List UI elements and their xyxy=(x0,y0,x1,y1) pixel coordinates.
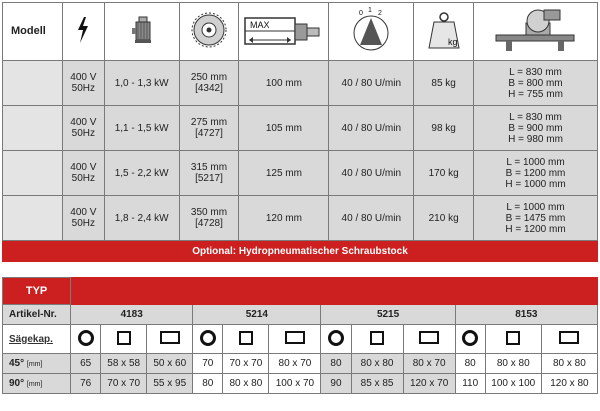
artikel-nr: 5215 xyxy=(321,305,455,325)
speed: 40 / 80 U/min xyxy=(329,196,414,241)
speed-dial-icon xyxy=(329,3,414,61)
cap-value: 70 x 70 xyxy=(101,374,147,394)
cap-value: 80 xyxy=(455,354,485,374)
speed: 40 / 80 U/min xyxy=(329,61,414,106)
unit-label: [mm] xyxy=(26,380,43,388)
speed: 40 / 80 U/min xyxy=(329,106,414,151)
spec-table xyxy=(2,2,598,262)
cap-value: 100 x 70 xyxy=(269,374,321,394)
blade-size: 350 mm xyxy=(190,207,228,218)
blade-size: 275 mm xyxy=(190,117,228,128)
round-stock-icon xyxy=(328,330,344,346)
deg45-label: 45° xyxy=(9,357,25,369)
dial-label-0: 0 xyxy=(359,10,364,17)
cap-value: 120 x 80 xyxy=(541,374,597,394)
cap-value: 80 x 70 xyxy=(269,354,321,374)
row-45 xyxy=(3,354,598,374)
speed: 40 / 80 U/min xyxy=(329,151,414,196)
weight: 170 kg xyxy=(414,151,474,196)
round-stock-icon xyxy=(462,330,478,346)
dim-length: L = 830 mm xyxy=(509,111,562,123)
cap-value: 120 x 70 xyxy=(403,374,455,394)
artikel-nr: 8153 xyxy=(455,305,597,325)
power: 1,8 - 2,4 kW xyxy=(104,196,179,241)
cap-value: 65 xyxy=(71,354,101,374)
modell-cell xyxy=(3,196,63,241)
rectangular-stock-icon xyxy=(285,331,305,344)
dim-height: H = 980 mm xyxy=(508,133,563,145)
dim-height: H = 1000 mm xyxy=(505,178,566,190)
round-stock-icon xyxy=(200,330,216,346)
typ-cell xyxy=(71,278,193,305)
vise-opening: 105 mm xyxy=(239,106,329,151)
dim-width: B = 900 mm xyxy=(508,122,563,134)
square-stock-icon xyxy=(370,331,384,345)
power: 1,1 - 1,5 kW xyxy=(104,106,179,151)
cap-value: 55 x 95 xyxy=(147,374,193,394)
vise-opening: 125 mm xyxy=(239,151,329,196)
spec-row-1 xyxy=(3,61,598,106)
typ-row xyxy=(3,278,598,305)
round-stock-icon xyxy=(78,330,94,346)
artikel-nr: 5214 xyxy=(193,305,321,325)
modell-cell xyxy=(3,61,63,106)
blade-code: [4342] xyxy=(195,83,223,94)
motor-icon xyxy=(104,3,179,61)
modell-cell xyxy=(3,151,63,196)
frequency: 50Hz xyxy=(71,128,96,139)
blade-code: [5217] xyxy=(195,173,223,184)
cap-value: 50 x 60 xyxy=(147,354,193,374)
cap-value: 80 xyxy=(321,354,351,374)
artikel-row xyxy=(3,305,598,325)
modell-cell xyxy=(3,106,63,151)
lightning-bolt-icon xyxy=(62,3,104,61)
cap-value: 70 x 70 xyxy=(223,354,269,374)
dim-height: H = 1200 mm xyxy=(505,223,566,235)
artikel-label: Artikel-Nr. xyxy=(3,305,71,325)
frequency: 50Hz xyxy=(71,83,96,94)
rectangular-stock-icon xyxy=(559,331,579,344)
spec-header-row xyxy=(3,3,598,61)
cap-value: 80 x 80 xyxy=(541,354,597,374)
blade-code: [4727] xyxy=(195,128,223,139)
frequency: 50Hz xyxy=(71,218,96,229)
dim-length: L = 830 mm xyxy=(509,66,562,78)
dim-width: B = 1475 mm xyxy=(505,212,566,224)
cap-value: 90 xyxy=(321,374,351,394)
max-label: MAX xyxy=(249,20,270,30)
cap-value: 70 xyxy=(193,354,223,374)
cap-value: 76 xyxy=(71,374,101,394)
typ-label: TYP xyxy=(3,278,71,305)
cap-value: 80 x 80 xyxy=(223,374,269,394)
kg-label: kg xyxy=(447,37,458,47)
optional-row xyxy=(3,241,598,262)
dim-length: L = 1000 mm xyxy=(506,201,565,213)
blade-size: 315 mm xyxy=(190,162,228,173)
blade-size: 250 mm xyxy=(190,72,228,83)
dim-width: B = 800 mm xyxy=(508,77,563,89)
vise-opening: 120 mm xyxy=(239,196,329,241)
dim-height: H = 755 mm xyxy=(508,88,563,100)
blade-code: [4728] xyxy=(195,218,223,229)
voltage: 400 V xyxy=(70,207,97,218)
saegekap-label: Sägekap. xyxy=(9,333,53,345)
spec-row-4 xyxy=(3,196,598,241)
row-90 xyxy=(3,374,598,394)
weight: 210 kg xyxy=(414,196,474,241)
saw-blade-icon xyxy=(179,3,239,61)
spec-row-3 xyxy=(3,151,598,196)
spec-row-2 xyxy=(3,106,598,151)
voltage: 400 V xyxy=(70,117,97,128)
square-stock-icon xyxy=(239,331,253,345)
rectangular-stock-icon xyxy=(160,331,180,344)
dial-label-2: 2 xyxy=(378,10,383,17)
voltage: 400 V xyxy=(70,162,97,173)
capacity-table xyxy=(2,277,598,394)
typ-cell xyxy=(193,278,321,305)
cap-value: 100 x 100 xyxy=(485,374,541,394)
cap-value: 85 x 85 xyxy=(351,374,403,394)
modell-header: Modell xyxy=(3,3,63,61)
power: 1,5 - 2,2 kW xyxy=(104,151,179,196)
artikel-nr: 4183 xyxy=(71,305,193,325)
weight: 98 kg xyxy=(414,106,474,151)
power: 1,0 - 1,3 kW xyxy=(104,61,179,106)
rectangular-stock-icon xyxy=(419,331,439,344)
optional-note: Optional: Hydropneumatischer Schraubstock xyxy=(3,241,598,262)
dim-length: L = 1000 mm xyxy=(506,156,565,168)
machine-dimensions-icon xyxy=(474,3,598,61)
typ-cell xyxy=(455,278,597,305)
dim-width: B = 1200 mm xyxy=(505,167,566,179)
square-stock-icon xyxy=(117,331,131,345)
vise-opening: 100 mm xyxy=(239,61,329,106)
cap-value: 80 xyxy=(193,374,223,394)
cap-value: 110 xyxy=(455,374,485,394)
weight: 85 kg xyxy=(414,61,474,106)
dial-label-1: 1 xyxy=(368,7,373,14)
frequency: 50Hz xyxy=(71,173,96,184)
cap-value: 80 x 70 xyxy=(403,354,455,374)
shape-row xyxy=(3,325,598,354)
typ-cell xyxy=(321,278,455,305)
unit-label: [mm] xyxy=(26,360,43,368)
cap-value: 80 x 80 xyxy=(351,354,403,374)
voltage: 400 V xyxy=(70,72,97,83)
square-stock-icon xyxy=(506,331,520,345)
deg90-label: 90° xyxy=(9,377,25,389)
weight-icon xyxy=(414,3,474,61)
vise-max-icon xyxy=(239,3,329,61)
cap-value: 80 x 80 xyxy=(485,354,541,374)
cap-value: 58 x 58 xyxy=(101,354,147,374)
